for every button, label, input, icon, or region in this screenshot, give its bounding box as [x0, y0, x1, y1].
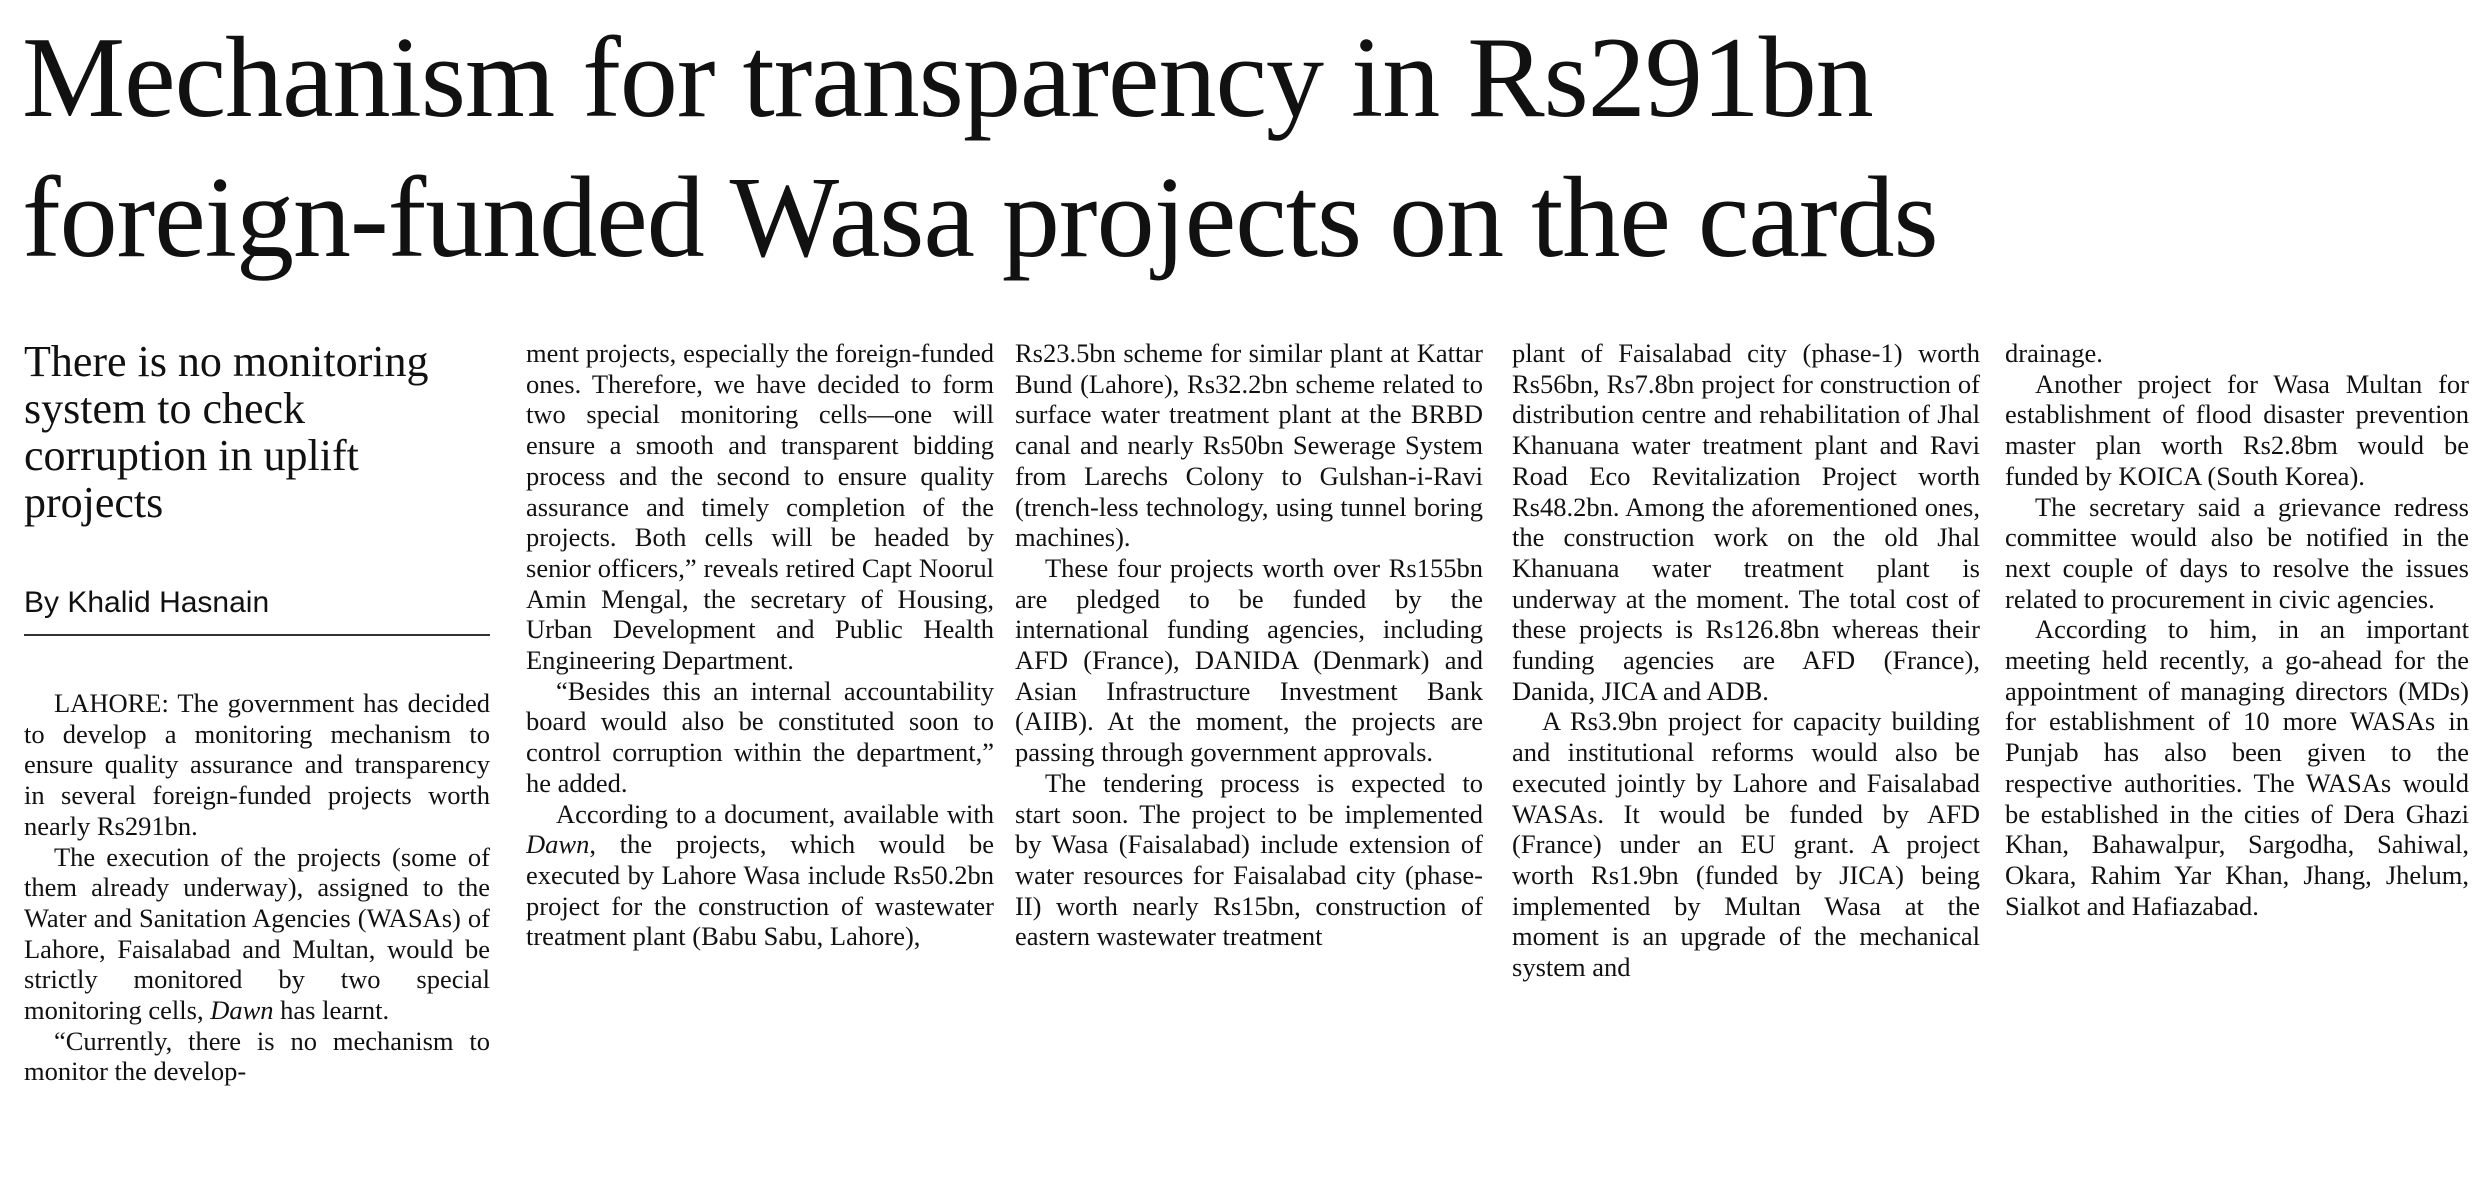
paragraph: “Currently, there is no mechanism to monitor the develop-	[24, 1025, 490, 1087]
article-column-2	[526, 338, 994, 1184]
paragraph: ment projects, especially the foreign-funded ones. Therefore, we have decided to form two special monitoring cells—one will ensure a smooth and transparent bidding process and the second to ensure quality assurance and timely completion of the projects. Both cells will be headed by senior officers,” reveals retired Capt Noorul Amin Mengal, the secretary of Housing, Urban Development and Public Health Engineering Department.	[526, 338, 994, 676]
paragraph: According to a document, available with Dawn, the projects, which would be executed by Lahore Wasa include Rs50.2bn project for the construction of wastewater treatment plant (Babu Sabu, Lahore),	[526, 798, 994, 952]
article-column-3	[1015, 338, 1483, 1184]
paragraph: The tendering process is expected to start soon. The project to be implemented by Wasa (Faisalabad) include extension of water resources for Faisalabad city (phase-II) worth nearly Rs15bn, construction of eastern wastewater treatment	[1015, 767, 1483, 952]
paragraph: Rs23.5bn scheme for similar plant at Kattar Bund (Lahore), Rs32.2bn scheme related to surface water treatment plant at the BRBD canal and nearly Rs50bn Sewerage System from Larechs Colony to Gulshan-i-Ravi (trench-less technology, using tunnel boring machines).	[1015, 338, 1483, 553]
paragraph: These four projects worth over Rs155bn are pledged to be funded by the international funding agencies, including AFD (France), DANIDA (Denmark) and Asian Infrastructure Investment Bank (AIIB). At the moment, the projects are passing through government approvals.	[1015, 552, 1483, 768]
newspaper-name: Dawn	[210, 995, 274, 1026]
paragraph: According to him, in an important meeting held recently, a go-ahead for the appointment of managing directors (MDs) for establishment of 10 more WASAs in Punjab has also been given to the respective authorities. The WASAs would be established in the cities of Dera Ghazi Khan, Bahawalpur, Sargodha, Sahiwal, Okara, Rahim Yar Khan, Jhang, Jhelum, Sialkot and Hafiazabad.	[2005, 614, 2469, 921]
newspaper-name: Dawn	[526, 829, 590, 860]
paragraph: The execution of the projects (some of them already underway), assigned to the Water and Sanitation Agencies (WASAs) of Lahore, Faisalabad and Multan, would be strictly monitored by two special monitoring cells, Dawn has learnt.	[24, 841, 490, 1026]
headline-line-1: Mechanism for transparency in Rs291bn	[22, 14, 1873, 142]
paragraph: The secretary said a grievance redress committee would also be notified in the next couple of days to resolve the issues related to procurement in civic agencies.	[2005, 491, 2469, 614]
paragraph: plant of Faisalabad city (phase-1) worth Rs56bn, Rs7.8bn project for construction of distribution centre and rehabilitation of Jhal Khanuana water treatment plant and Ravi Road Eco Revitalization Project worth Rs48.2bn. Among the aforementioned ones, the construction work on the old Jhal Khanuana water treatment plant is underway at the moment. The total cost of these projects is Rs126.8bn whereas their funding agencies are AFD (France), Danida, JICA and ADB.	[1512, 338, 1980, 706]
article-column-4	[1512, 338, 1980, 1184]
headline-line-2: foreign-funded Wasa projects on the cards	[22, 154, 1938, 282]
paragraph: A Rs3.9bn project for capacity building and institutional reforms would also be executed jointly by Lahore and Faisalabad WASAs. It would be funded by AFD (France) under an EU grant. A project worth Rs1.9bn (funded by JICA) being implemented by Multan Wasa at the moment is an upgrade of the mechanical system and	[1512, 706, 1980, 983]
headline	[22, 8, 2472, 288]
article-column-5	[2005, 338, 2469, 1184]
paragraph: LAHORE: The government has decided to develop a monitoring mechanism to ensure quality assurance and transparency in several foreign-funded projects worth nearly Rs291bn.	[24, 688, 490, 841]
subheadline: There is no monitoring system to check corruption in uplift projects	[24, 338, 429, 527]
paragraph: Another project for Wasa Multan for establishment of flood disaster prevention master plan worth Rs2.8bm would be funded by KOICA (South Korea).	[2005, 368, 2469, 491]
byline: By Khalid Hasnain	[24, 586, 490, 636]
article-column-1	[24, 338, 490, 1184]
paragraph: “Besides this an internal accountability board would also be constituted soon to control corruption within the department,” he added.	[526, 675, 994, 798]
paragraph: drainage.	[2005, 338, 2103, 368]
